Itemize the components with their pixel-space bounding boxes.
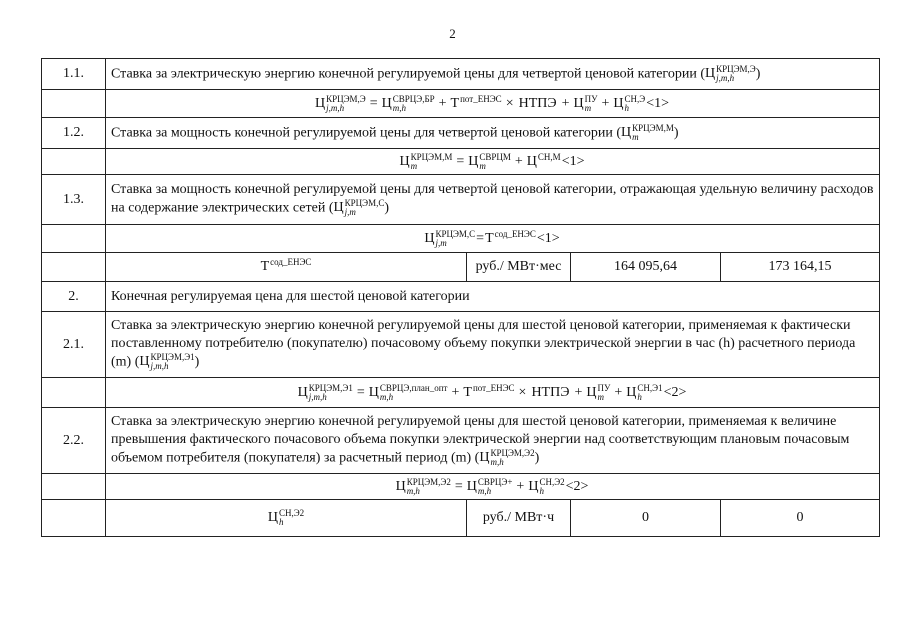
symbol-base: Ц xyxy=(468,153,479,169)
symbol-sub xyxy=(473,393,515,402)
description-text: Ставка за мощность конечной регулируемой цены для четвертой ценовой категории, отражающая удельную величину расходов на содержание электрических сетей xyxy=(111,182,874,216)
row-number: 1.3. xyxy=(42,175,106,225)
symbol-base: Ц xyxy=(395,478,406,494)
symbol-sup: КРЦЭМ,Э xyxy=(326,93,366,104)
description-text: Ставка за мощность конечной регулируемой цены для четвертой ценовой категории xyxy=(111,125,613,141)
symbol-base: Ц xyxy=(573,95,584,111)
row-description: Ставка за электрическую энергию конечной регулируемой цены для четвертой ценовой категории (Ц КРЦЭМ,Э j,m,h ) xyxy=(106,59,880,90)
symbol-sub: m,h xyxy=(490,457,504,468)
formula-symbol xyxy=(261,258,312,276)
formula-operator: + xyxy=(451,384,460,400)
symbol-sub: m xyxy=(632,131,639,142)
symbol-sub: h xyxy=(278,517,284,527)
formula-cell xyxy=(106,225,880,253)
formula-text: <1> xyxy=(536,230,560,246)
description-text: Конечная регулируемая цена для шестой ценовой категории xyxy=(111,288,470,304)
symbol-sub: j,m,h xyxy=(308,391,327,402)
symbol-sup: КРЦЭМ,Э1 xyxy=(150,352,195,363)
symbol-sub: j,m xyxy=(344,207,356,218)
formula-cell xyxy=(106,378,880,408)
formula-symbol xyxy=(315,95,366,113)
symbol-sup: КРЦЭМ,Э xyxy=(716,63,756,74)
formula-symbol xyxy=(528,478,564,496)
symbol-sup: ПУ xyxy=(597,382,611,393)
symbol-base: Т xyxy=(463,384,472,400)
formula-text: НТПЭ xyxy=(531,384,570,400)
formula-operator: + xyxy=(438,95,447,111)
symbol-sup: СН,М xyxy=(537,151,561,162)
formula-symbol xyxy=(613,95,645,113)
formula-text: <2> xyxy=(663,384,687,400)
formula-operator: + xyxy=(601,95,610,111)
symbol-sup: СВРЦЭ,БР xyxy=(392,93,435,104)
symbol-base: Ц xyxy=(621,125,632,141)
formula-operator: + xyxy=(614,384,623,400)
symbol-sub: j,m xyxy=(435,237,447,248)
symbol-sub: m xyxy=(597,391,604,402)
symbol-sup: КРЦЭМ,М xyxy=(632,122,674,133)
symbol-base: Ц xyxy=(333,200,344,216)
table-row xyxy=(42,225,880,253)
symbol-sup: СН,Э2 xyxy=(539,476,565,487)
formula-operator: × xyxy=(518,384,527,400)
row-number-empty xyxy=(42,500,106,537)
formula-symbol xyxy=(463,384,514,402)
row-description: Ставка за электрическую энергию конечной регулируемой цены для шестой ценовой категории, применяемая к величине превышения фактического почасового объема покупки электрической энергии над соответствующим плановым почасовым объемом потребителя (покупателя) за расчетный период (m) (Ц КРЦЭМ,Э2 m,h ) xyxy=(106,408,880,474)
symbol-base: Ц xyxy=(528,478,539,494)
formula-cell xyxy=(106,149,880,175)
row-number: 1.2. xyxy=(42,118,106,149)
symbol-base: Ц xyxy=(613,95,624,111)
formula-operator: + xyxy=(561,95,570,111)
unit-cell: руб./ МВт·ч xyxy=(467,500,571,537)
symbol-sub: m xyxy=(584,102,592,113)
row-number: 2.2. xyxy=(42,408,106,474)
formula-symbol xyxy=(334,199,385,217)
formula-operator: = xyxy=(454,478,463,494)
table-row xyxy=(42,378,880,408)
table-row xyxy=(42,175,880,225)
symbol-base: Ц xyxy=(267,510,278,526)
tariff-table xyxy=(41,58,880,537)
value-2024: 173 164,15 xyxy=(721,253,880,282)
formula-symbol xyxy=(467,478,513,496)
symbol-base: Ц xyxy=(479,450,490,466)
table-row xyxy=(42,474,880,500)
symbol-sup: СВРЦЭ+ xyxy=(477,476,513,487)
formula-symbol xyxy=(479,449,534,467)
formula-symbol xyxy=(574,95,598,113)
symbol-sup: КРЦЭМ,С xyxy=(344,198,385,209)
symbol-sub: h xyxy=(637,391,642,402)
formula-symbol xyxy=(298,384,353,402)
symbol-sub: m,h xyxy=(477,485,492,496)
symbol-sup: КРЦЭМ,Э2 xyxy=(406,476,451,487)
formula-symbol xyxy=(424,230,475,248)
symbol-sub: j,m,h xyxy=(150,361,169,372)
row-number-empty xyxy=(42,378,106,408)
table-row xyxy=(42,59,880,90)
symbol-sub xyxy=(270,267,311,276)
formula-cell xyxy=(106,90,880,118)
row-number-empty xyxy=(42,474,106,500)
formula-text: <1> xyxy=(646,95,670,111)
symbol-sup: пот_ЕНЭС xyxy=(472,382,515,393)
symbol-base: Ц xyxy=(704,66,716,82)
formula-operator: = xyxy=(456,153,465,169)
symbol-sup: КРЦЭМ,Э1 xyxy=(308,382,353,393)
row-number: 1.1. xyxy=(42,59,106,90)
symbol-sub: j,m,h xyxy=(326,102,345,113)
symbol-sup: КРЦЭМ,С xyxy=(435,228,476,239)
formula-text: <2> xyxy=(565,478,589,494)
value-2023: 0 xyxy=(571,500,721,537)
formula-symbol xyxy=(468,153,511,171)
symbol-base: Ц xyxy=(368,384,379,400)
formula-text: <1> xyxy=(561,153,585,169)
symbol-base: Ц xyxy=(526,153,537,169)
symbol-base: Ц xyxy=(139,354,150,370)
symbol-base: Т xyxy=(485,230,494,246)
table-row xyxy=(42,90,880,118)
formula-symbol xyxy=(396,478,451,496)
formula-symbol xyxy=(382,95,435,113)
symbol-sub: m xyxy=(479,160,486,171)
formula-operator: + xyxy=(574,384,583,400)
symbol-sup: КРЦЭМ,М xyxy=(410,151,453,162)
symbol-sup: СН,Э1 xyxy=(637,382,663,393)
row-description: Ставка за мощность конечной регулируемой цены для четвертой ценовой категории (Ц КРЦЭМ,М m ) xyxy=(106,118,880,149)
formula-symbol xyxy=(485,230,536,248)
page-number: 2 xyxy=(449,26,456,41)
symbol-sup: ПУ xyxy=(584,93,598,104)
table-row xyxy=(42,312,880,378)
symbol-base: Ц xyxy=(314,95,326,111)
symbol-base: Ц xyxy=(586,384,597,400)
symbol-base: Ц xyxy=(399,153,410,169)
value-symbol xyxy=(106,253,467,282)
formula-operator: + xyxy=(516,478,525,494)
row-number: 2.1. xyxy=(42,312,106,378)
formula-symbol xyxy=(268,509,304,527)
row-number-empty xyxy=(42,225,106,253)
symbol-sup: пот_ЕНЭС xyxy=(460,93,502,104)
value-2024: 0 xyxy=(721,500,880,537)
formula-text: НТПЭ xyxy=(518,95,557,111)
symbol-sup: СН,Э xyxy=(624,93,646,104)
formula-symbol xyxy=(400,153,453,171)
symbol-base: Ц xyxy=(424,230,435,246)
row-number-empty xyxy=(42,90,106,118)
row-number-empty xyxy=(42,253,106,282)
symbol-sub xyxy=(538,162,561,171)
symbol-sub xyxy=(495,239,536,248)
value-symbol xyxy=(106,500,467,537)
symbol-sup: СН,Э2 xyxy=(278,508,305,518)
symbol-sub: h xyxy=(624,102,630,113)
symbol-base: Т xyxy=(450,95,460,111)
table-row xyxy=(42,408,880,474)
formula-operator: + xyxy=(514,153,523,169)
formula-text: = xyxy=(476,230,485,246)
symbol-sub: m xyxy=(410,160,418,171)
symbol-base: Ц xyxy=(626,384,637,400)
value-2023: 164 095,64 xyxy=(571,253,721,282)
formula-symbol xyxy=(626,384,662,402)
row-description xyxy=(106,282,880,312)
formula-cell xyxy=(106,474,880,500)
formula-symbol xyxy=(369,384,448,402)
description-text: Ставка за электрическую энергию конечной регулируемой цены для шестой ценовой категории, применяемая к величине превышения фактического почасового объема покупки электрической энергии над соответствующим плановым почасовым объемом потребителя (покупателя) за расчетный период (m) xyxy=(111,414,850,466)
formula-operator: = xyxy=(369,95,378,111)
formula-operator: × xyxy=(505,95,514,111)
formula-symbol xyxy=(527,153,561,171)
symbol-sub: h xyxy=(539,485,544,496)
table-row xyxy=(42,500,880,537)
table-row xyxy=(42,149,880,175)
formula-operator: = xyxy=(356,384,365,400)
row-description: Ставка за мощность конечной регулируемой цены для четвертой ценовой категории, отражающая удельную величину расходов на содержание электрических сетей (Ц КРЦЭМ,С j,m ) xyxy=(106,175,880,225)
symbol-sub: m,h xyxy=(379,391,394,402)
symbol-sub xyxy=(460,104,502,113)
row-number-empty xyxy=(42,149,106,175)
table-row xyxy=(42,253,880,282)
table-row xyxy=(42,118,880,149)
formula-symbol xyxy=(705,65,756,83)
row-description: Ставка за электрическую энергию конечной регулируемой цены для шестой ценовой категории, применяемая к фактически поставленному потребителю (покупателю) почасовому объему покупки электрической энергии в час (h) расчетного периода (m) (Ц КРЦЭМ,Э1 j,m,h ) xyxy=(106,312,880,378)
symbol-base: Ц xyxy=(381,95,392,111)
formula-symbol xyxy=(586,384,610,402)
formula-symbol xyxy=(621,124,674,142)
symbol-sup: сод_ЕНЭС xyxy=(270,257,312,267)
description-text: Ставка за электрическую энергию конечной регулируемой цены для четвертой ценовой категории xyxy=(111,66,697,82)
symbol-sup: сод_ЕНЭС xyxy=(494,228,536,239)
symbol-sup: КРЦЭМ,Э2 xyxy=(490,448,535,459)
symbol-base: Т xyxy=(260,259,270,275)
symbol-sub: m,h xyxy=(406,485,420,496)
symbol-base: Ц xyxy=(297,384,308,400)
symbol-sub: m,h xyxy=(392,102,406,113)
formula-symbol xyxy=(139,353,194,371)
unit-cell: руб./ МВт·мес xyxy=(467,253,571,282)
row-number: 2. xyxy=(42,282,106,312)
symbol-base: Ц xyxy=(466,478,477,494)
symbol-sup: СВРЦМ xyxy=(479,151,511,162)
description-text: Ставка за электрическую энергию конечной регулируемой цены для шестой ценовой категории, применяемая к фактически поставленному потребителю (покупателю) почасовому объему покупки электрической энергии в час (h) расчетного периода (m) xyxy=(111,318,856,370)
symbol-sub: j,m,h xyxy=(716,72,735,83)
symbol-sup: СВРЦЭ,план_опт xyxy=(379,382,448,393)
table-row xyxy=(42,282,880,312)
formula-symbol xyxy=(451,95,502,113)
